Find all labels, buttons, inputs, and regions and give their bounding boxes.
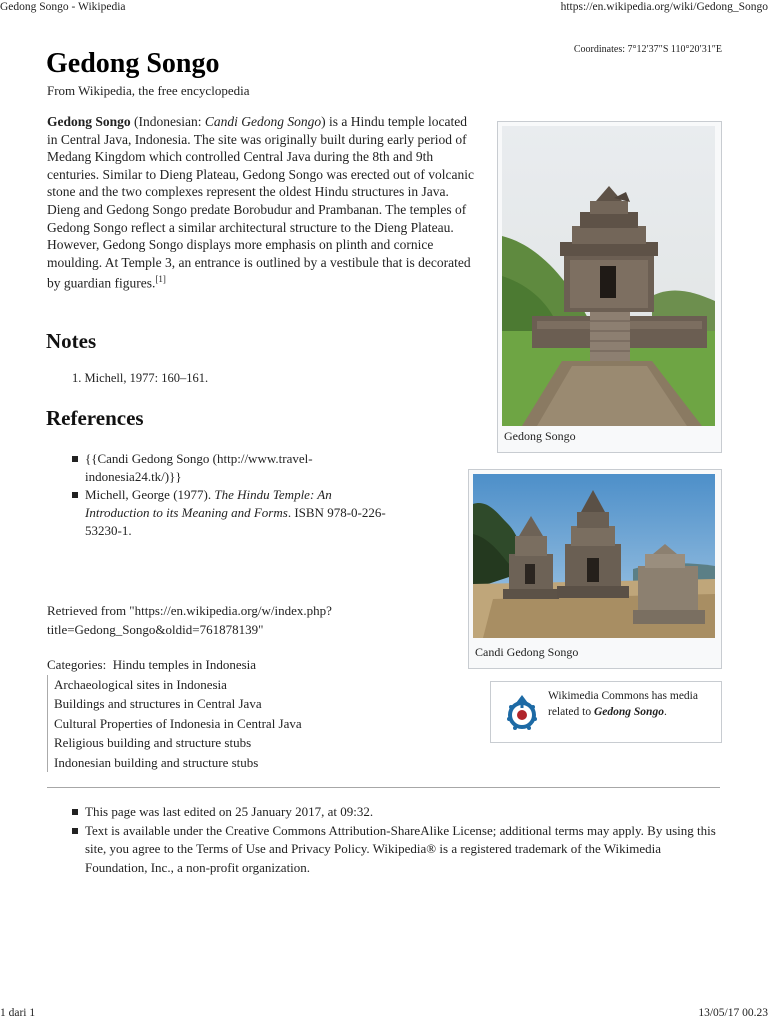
footer-list — [72, 803, 722, 877]
bullet-icon — [72, 492, 78, 498]
intro-part1: (Indonesian: — [130, 114, 205, 129]
bullet-icon — [72, 809, 78, 815]
bullet-icon — [72, 828, 78, 834]
image-thumb-gedong-songo — [497, 121, 722, 453]
notes-list — [72, 371, 208, 386]
page-title: Gedong Songo — [46, 48, 220, 79]
commons-label: Wikimedia Commons has media related to — [548, 690, 698, 718]
last-edited-text: This page was last edited on 25 January 2017, at 09:32. — [85, 804, 374, 819]
category-link-cultural-properties[interactable]: Cultural Properties of Indonesia in Central Java — [47, 714, 302, 734]
footer-last-edited — [72, 803, 722, 822]
print-footer-page: 1 dari 1 — [0, 1007, 36, 1019]
references-list — [72, 450, 392, 540]
reference-book-title: The Hindu Temple: An Introduction to its Meaning and Forms — [85, 487, 332, 520]
temple-photo[interactable] — [502, 126, 715, 426]
coordinates[interactable]: Coordinates: 7°12′37″S 110°20′31″E — [573, 44, 722, 55]
references-heading: References — [46, 406, 144, 430]
categories-box — [47, 655, 302, 772]
reference-item-2 — [72, 486, 392, 540]
wikimedia-commons-icon — [505, 694, 539, 732]
category-link-buildings[interactable]: Buildings and structures in Central Java — [47, 694, 302, 714]
reference-item-1[interactable] — [72, 450, 392, 486]
commons-box — [490, 681, 722, 743]
print-header-title: Gedong Songo - Wikipedia — [0, 1, 126, 13]
citation-link[interactable]: [1] — [155, 274, 166, 285]
category-link-indonesian-stubs[interactable]: Indonesian building and structure stubs — [47, 753, 302, 773]
temple-complex-photo[interactable] — [473, 474, 715, 638]
footer-divider — [47, 787, 720, 788]
reference-text[interactable]: {{Candi Gedong Songo (http://www.travel-indonesia24.tk/)}} — [85, 451, 313, 484]
image2-caption: Candi Gedong Songo — [475, 645, 579, 659]
intro-bold-name: Gedong Songo — [47, 114, 131, 129]
image-thumb-candi-gedong-songo — [468, 469, 722, 669]
print-footer-date: 13/05/17 00.23 — [698, 1007, 768, 1019]
intro-part2: ) is a Hindu temple located in Central Java, Indonesia. The site was originally built during early period of Medang Kingdom which controlled Central Java during the 8th and 9th centuries. Similar to Dieng Plateau, Gedong Songo was erected out of volcanic stone and the two complexes represent the oldest Hindu structures in Java. Dieng and Gedong Songo predate Borobudur and Prambanan. The temples of Gedong Songo reflect a similar architectural structure to the Dieng Plateau. However, Gedong Songo displays more emphasis on plinth and cornice moulding. At Temple 3, an entrance is outlined by a vestibule that is decorated by guardian figures. — [47, 114, 475, 291]
license-text[interactable]: Text is available under the Creative Commons Attribution-ShareAlike License; additional terms may apply. By using this site, you agree to the Terms of Use and Privacy Policy. Wikipedia® is a registered trademark of the Wikimedia Foundation, Inc., a non-profit organization. — [85, 822, 716, 875]
page-subtitle: From Wikipedia, the free encyclopedia — [47, 83, 250, 98]
intro-italic-name: Candi Gedong Songo — [204, 114, 322, 129]
categories-label: Categories: — [47, 657, 107, 672]
category-link-archaeological[interactable]: Archaeological sites in Indonesia — [47, 675, 302, 695]
intro-paragraph — [47, 113, 475, 292]
print-header-url: https://en.wikipedia.org/wiki/Gedong_Songo — [560, 1, 768, 13]
reference-author: Michell, George (1977). — [85, 487, 215, 502]
commons-text — [548, 688, 718, 720]
category-link-hindu-temples[interactable]: Hindu temples in Indonesia — [112, 657, 257, 672]
category-link-religious-stubs[interactable]: Religious building and structure stubs — [47, 733, 302, 753]
retrieved-from[interactable]: Retrieved from "https://en.wikipedia.org/w/index.php?title=Gedong_Songo&oldid=761878139" — [47, 603, 332, 637]
note-item: 1. Michell, 1977: 160–161. — [72, 371, 209, 385]
reference-isbn[interactable]: . ISBN 978-0-226-53230-1. — [85, 505, 386, 538]
commons-link[interactable]: Gedong Songo — [593, 706, 664, 718]
footer-license — [72, 822, 722, 878]
commons-end: . — [663, 706, 667, 718]
bullet-icon — [72, 456, 78, 462]
notes-heading: Notes — [46, 329, 97, 353]
image1-caption: Gedong Songo — [504, 429, 576, 443]
